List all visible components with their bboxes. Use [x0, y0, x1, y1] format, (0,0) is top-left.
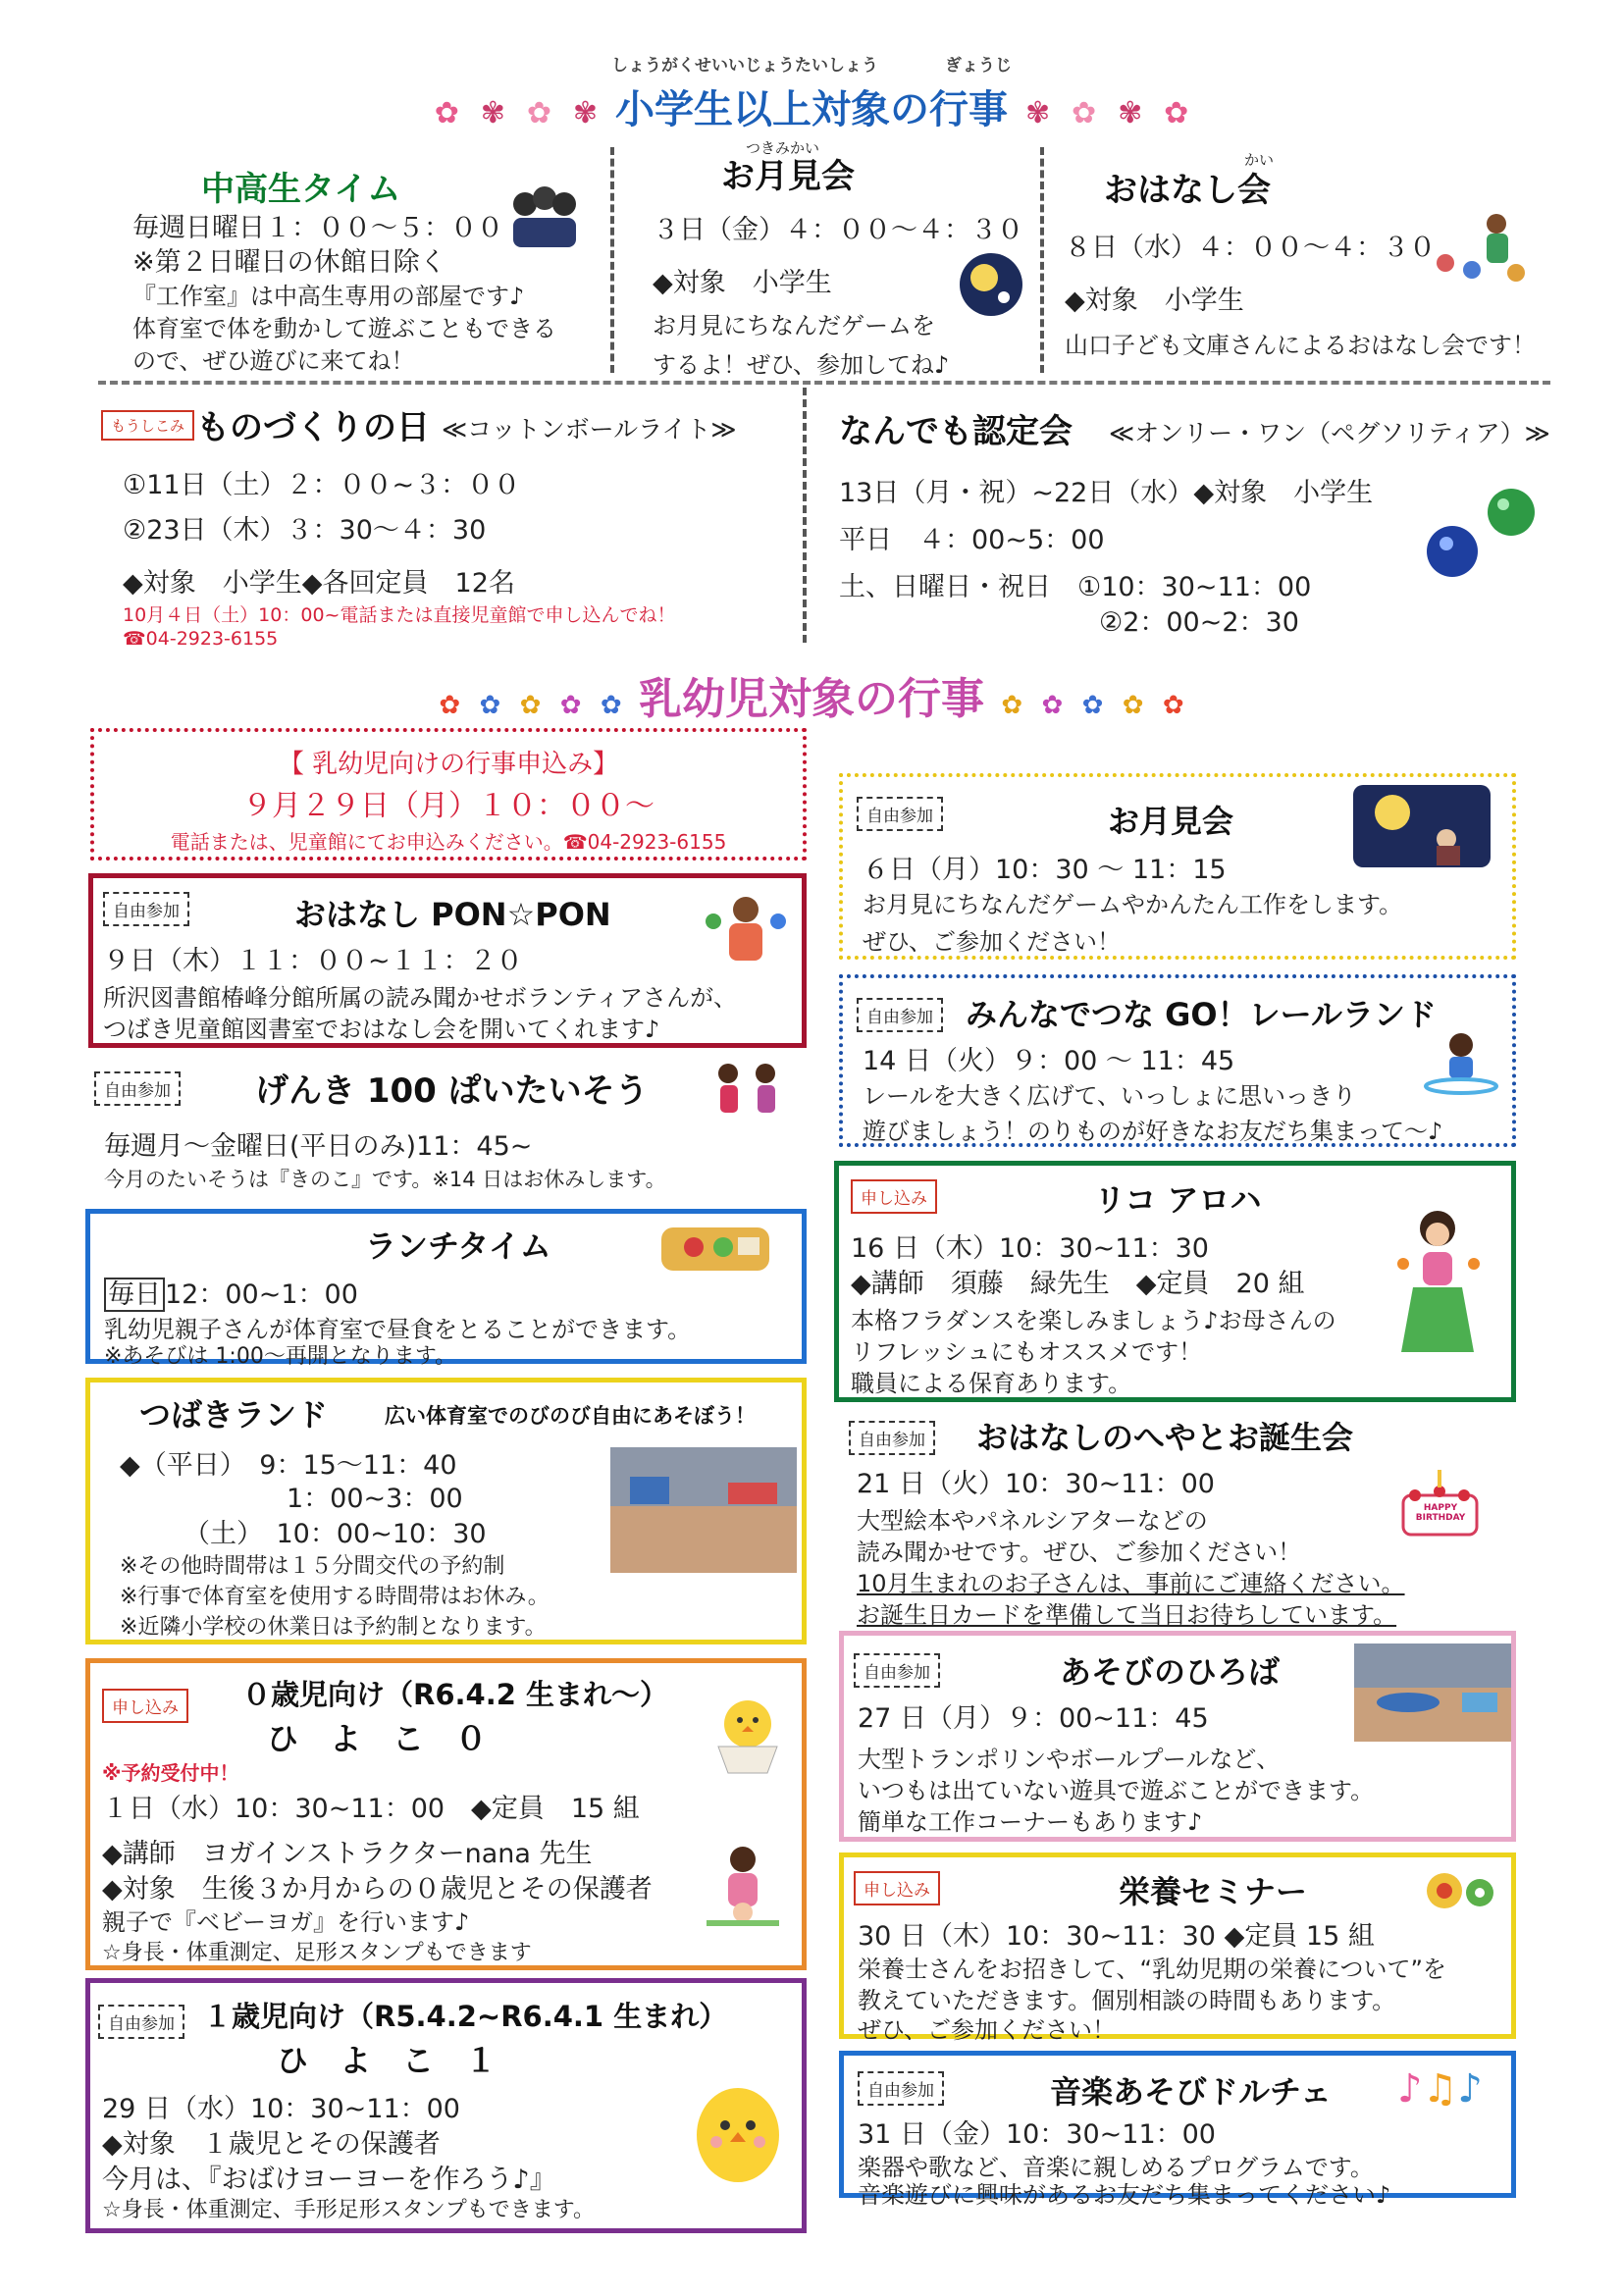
flower-icon: ✿	[526, 96, 551, 130]
text: いつもは出ていない遊具で遊ぶことができます。	[858, 1777, 1375, 1804]
puppet-icon	[702, 892, 790, 970]
flower-pot-icon: ✿	[600, 691, 622, 720]
signup-tag: 申し込み	[102, 1689, 188, 1723]
flower-pot-icon: ✿	[1162, 691, 1184, 720]
text: 土、日曜日・祝日 ①10：30~11：00	[839, 572, 1312, 602]
infant-title	[0, 663, 1623, 726]
flower-pot-icon: ✿	[1081, 691, 1104, 720]
text: 所沢図書館椿峰分館所属の読み聞かせボランティアさんが、	[103, 984, 738, 1012]
event-box	[88, 873, 807, 1048]
event-subtitle: 広い体育室でのびのび自由にあそぼう！	[385, 1404, 756, 1428]
text: するよ！ぜひ、参加してね♪	[653, 351, 950, 379]
event-title: なんでも認定会	[839, 412, 1073, 451]
text: 平日 ４：00~5：00	[839, 525, 1105, 555]
chick-icon	[708, 1693, 787, 1776]
text: 16 日（木）10：30~11：30	[851, 1233, 1209, 1264]
text: 本格フラダンスを楽しみましょう♪お母さんの	[851, 1307, 1336, 1334]
event-name: ひ よ こ １	[277, 2042, 497, 2079]
top-title	[0, 78, 1623, 134]
free-tag: 自由参加	[98, 2005, 184, 2039]
text: ３日（金）４：００～４：３０	[653, 215, 1023, 245]
flower-pot-icon: ✿	[439, 691, 461, 720]
text: 29 日（水）10：30~11：00	[102, 2094, 460, 2124]
event-section	[839, 1413, 1516, 1629]
free-tag: 自由参加	[858, 2071, 944, 2106]
text: 12：00~1：00	[165, 1279, 358, 1310]
event-box	[839, 1852, 1516, 2044]
text: 大型絵本やパネルシアターなどの	[857, 1507, 1208, 1535]
text: 楽器や歌など、音楽に親しめるプログラムです。	[858, 2154, 1374, 2181]
playroom-photo	[1354, 1644, 1511, 1742]
daily-tag: 毎日	[104, 1278, 165, 1312]
hula-dancer-icon	[1384, 1205, 1492, 1372]
text: リフレッシュにもオススメです！	[851, 1338, 1203, 1366]
event-title: リコ アロハ	[1094, 1181, 1262, 1219]
flower-icon: ✾	[480, 96, 505, 130]
event-box	[85, 1658, 807, 1970]
event-title: げんき 100 ぱいたいそう	[255, 1071, 649, 1111]
divider	[610, 147, 614, 373]
text: ①11日（土）２：００~３：００	[123, 470, 521, 500]
text: お月見にちなんだゲームを	[653, 312, 935, 339]
text: 30 日（木）10：30~11：30 ◆定員 15 組	[858, 1921, 1375, 1952]
event-title: おはなし PON☆PON	[294, 896, 611, 933]
event-title: おはなしのへやとお誕生会	[976, 1419, 1354, 1456]
signup-date: ９月２９日（月）１０：００～	[242, 789, 654, 823]
top-title-ruby: しょうがくせいいじょうたいしょう ぎょうじ	[611, 56, 1012, 76]
text: 教えていただきます。個別相談の時間もあります。	[858, 1987, 1396, 2014]
flower-icon: ✾	[572, 96, 599, 130]
top-title-text: 小学生以上対象の行事	[615, 87, 1008, 132]
text: ◆対象 小学生	[653, 268, 832, 298]
event-box	[85, 1978, 807, 2233]
event-box	[834, 1161, 1516, 1402]
text: １日（水）10：30~11：00 ◆定員 15 組	[102, 1794, 640, 1824]
event-title: 音楽あそびドルチェ	[1050, 2073, 1333, 2111]
text: ※第２日曜日の休館日除く	[132, 247, 446, 278]
text: ②23日（木）３：30～４：30	[123, 515, 487, 546]
text: 毎週月～金曜日(平日のみ)11：45~	[104, 1131, 533, 1162]
text: ◆（平日） 9：15～11：40	[120, 1450, 457, 1481]
text: ぜひ、ご参加ください！	[863, 928, 1122, 956]
flower-pot-icon: ✿	[519, 691, 542, 720]
event-box	[839, 773, 1516, 960]
text: 今月のたいそうは『きのこ』です。※14 日はお休みします。	[104, 1168, 666, 1191]
event-box	[839, 974, 1516, 1147]
storytelling-icon	[1428, 206, 1536, 294]
text: ※近隣小学校の休業日は予約制となります。	[120, 1615, 547, 1640]
text: ◆対象 １歳児とその保護者	[102, 2129, 441, 2160]
text: ９日（木）１１：００~１１：２０	[103, 946, 523, 976]
moon-icon	[957, 250, 1025, 319]
event-subtitle: ≪コットンボールライト≫	[442, 415, 737, 444]
flower-icon: ✾	[1024, 96, 1051, 130]
text: お月見にちなんだゲームやかんたん工作をします。	[863, 891, 1403, 918]
food-icon	[1423, 1863, 1501, 1918]
free-tag: 自由参加	[857, 998, 943, 1032]
flower-icon: ✾	[1118, 96, 1143, 130]
flower-icon: ✿	[1072, 96, 1097, 130]
signup-box	[90, 728, 807, 861]
event-title: ０歳児向け（R6.4.2 生まれ～）	[242, 1678, 668, 1711]
flower-pot-icon: ✿	[1122, 691, 1144, 720]
ruby: かい	[1244, 151, 1275, 169]
birthday-cake-icon	[1393, 1456, 1487, 1544]
text: 21 日（火）10：30~11：00	[857, 1469, 1215, 1499]
text: 親子で『ベビーヨガ』を行います♪	[102, 1908, 470, 1936]
marbles-icon	[1413, 481, 1550, 589]
students-icon	[505, 177, 584, 250]
phone: ☎04-2923-6155	[123, 628, 279, 650]
moon-viewing-icon	[1353, 785, 1491, 867]
reserve-note: ※予約受付中！	[102, 1761, 239, 1785]
free-tag: 自由参加	[94, 1071, 181, 1106]
event-subtitle: ≪オンリー・ワン（ペグソリティア）≫	[1109, 419, 1550, 447]
event-title: 栄養セミナー	[1119, 1873, 1308, 1910]
gym-photo	[610, 1447, 797, 1573]
exercise-icon	[697, 1060, 795, 1138]
text: 10月４日（土）10：00~電話または直接児童館で申し込んでね！	[123, 604, 676, 626]
text: 乳幼児親子さんが体育室で昼食をとることができます。	[104, 1316, 692, 1343]
text: 大型トランポリンやボールプールなど、	[858, 1746, 1281, 1773]
text: ◆対象 生後３か月からの０歳児とその保護者	[102, 1874, 653, 1905]
divider	[1040, 147, 1044, 373]
text: レールを大きく広げて、いっしょに思いっきり	[863, 1082, 1357, 1110]
text: ので、ぜひ遊びに来てね！	[132, 347, 415, 375]
event-name: ひ よ こ ０	[267, 1720, 488, 1757]
cake-text: HAPPY BIRTHDAY	[1415, 1503, 1466, 1523]
free-tag: 自由参加	[849, 1421, 935, 1455]
text: ぜひ、ご参加ください！	[858, 2016, 1117, 2044]
text: 職員による保育あります。	[851, 1370, 1132, 1397]
text: 13日（月・祝）~22日（水）◆対象 小学生	[839, 478, 1374, 508]
text: ◆講師 ヨガインストラクターnana 先生	[102, 1839, 593, 1869]
flower-pot-icon: ✿	[559, 691, 582, 720]
event-box	[85, 1209, 807, 1369]
text: つばき児童館図書室でおはなし会を開いてくれます♪	[103, 1016, 660, 1043]
text: 読み聞かせです。ぜひ、ご参加ください！	[857, 1539, 1302, 1566]
divider	[803, 388, 807, 643]
ruby: つきみかい	[746, 139, 820, 157]
event-title: １歳児向け（R5.4.2~R6.4.1 生まれ）	[203, 2000, 728, 2033]
signup-heading: 【 乳幼児向けの行事申込み】	[278, 750, 619, 779]
text: お誕生日カードを準備して当日お待ちしています。	[857, 1601, 1397, 1629]
event-title: あそびのひろば	[1060, 1653, 1281, 1691]
text: ☆身長・体重測定、足形スタンプもできます	[102, 1941, 532, 1965]
text	[104, 1273, 358, 1311]
text: 栄養士さんをお招きして、“乳幼児期の栄養について”を	[858, 1956, 1446, 1983]
event-section	[88, 1060, 807, 1191]
text: 1：00~3：00	[287, 1484, 463, 1514]
chick-icon	[684, 2071, 792, 2189]
event-box	[85, 1378, 807, 1644]
signup-tag: 申し込み	[854, 1871, 940, 1905]
text: 10月生まれのお子さんは、事前にご連絡ください。	[857, 1570, 1405, 1597]
event-title: みんなでつな GO！レールランド	[966, 996, 1437, 1033]
text: 毎週日曜日１：００～５：００	[132, 213, 503, 243]
text: 音楽遊びに興味があるお友だち集まってください♪	[858, 2181, 1391, 2209]
text: （土） 10：00~10：30	[183, 1519, 487, 1549]
free-tag: 自由参加	[854, 1653, 940, 1688]
text: ②2：00~2：30	[1099, 607, 1299, 638]
text: 14 日（火）９：00 ～ 11：45	[863, 1046, 1235, 1076]
signup-tag: もうしこみ	[101, 410, 194, 441]
flower-pot-icon: ✿	[479, 691, 501, 720]
baby-yoga-icon	[699, 1842, 787, 1930]
divider	[98, 381, 1550, 385]
music-notes-icon: ♪ ♫ ♪	[1397, 2066, 1483, 2112]
text: ※あそびは 1:00～再開となります。	[104, 1344, 457, 1369]
flower-icon: ✿	[434, 96, 459, 130]
flower-pot-icon: ✿	[1041, 691, 1064, 720]
event-title: おはなし会	[1104, 171, 1271, 210]
free-tag: 自由参加	[103, 892, 189, 926]
text: ※行事で体育室を使用する時間帯はお休み。	[120, 1585, 550, 1609]
event-title: ものづくりの日	[196, 408, 430, 447]
event-title: つばきランド	[139, 1396, 329, 1434]
text: ８日（水）４：００～４：３０	[1065, 233, 1436, 263]
text: 『工作室』は中高生専用の部屋です♪	[132, 283, 525, 310]
event-title: ランチタイム	[365, 1227, 551, 1265]
event-title: お月見会	[1108, 803, 1234, 840]
event-title: 中高生タイム	[201, 170, 401, 209]
text: 体育室で体を動かして遊ぶこともできる	[132, 315, 556, 342]
event-box	[839, 2051, 1516, 2209]
text: ◆講師 須藤 緑先生 ◆定員 20 組	[851, 1269, 1305, 1299]
text: 31 日（金）10：30~11：00	[858, 2119, 1216, 2150]
text: ◆対象 小学生◆各回定員 12名	[123, 568, 515, 599]
text: ※その他時間帯は１５分間交代の予約制	[120, 1554, 505, 1579]
text: 簡単な工作コーナーもあります♪	[858, 1808, 1203, 1836]
free-tag: 自由参加	[857, 797, 943, 831]
flower-icon: ✿	[1164, 96, 1189, 130]
infant-title-text: 乳幼児対象の行事	[639, 674, 984, 724]
text: 遊びましょう！のりものが好きなお友だち集まって～♪	[863, 1118, 1443, 1145]
text: 27 日（月）９：00~11：45	[858, 1703, 1209, 1734]
signup-tag: 申し込み	[851, 1179, 937, 1214]
text: ６日（月）10：30 ～ 11：15	[863, 855, 1227, 885]
flower-pot-icon: ✿	[1001, 691, 1023, 720]
event-box	[839, 1631, 1516, 1842]
lunchbox-icon	[640, 1216, 787, 1278]
signup-note: 電話または、児童館にてお申込みください。☎04-2923-6155	[170, 830, 727, 854]
event-title: お月見会	[721, 157, 855, 196]
text: 今月は、『おばけヨーヨーを作ろう♪』	[102, 2165, 556, 2195]
text: ☆身長・体重測定、手形足形スタンプもできます。	[102, 2198, 595, 2222]
text: 山口子ども文庫さんによるおはなし会です！	[1065, 332, 1536, 359]
train-play-icon	[1422, 1027, 1500, 1096]
text: ◆対象 小学生	[1065, 286, 1244, 316]
